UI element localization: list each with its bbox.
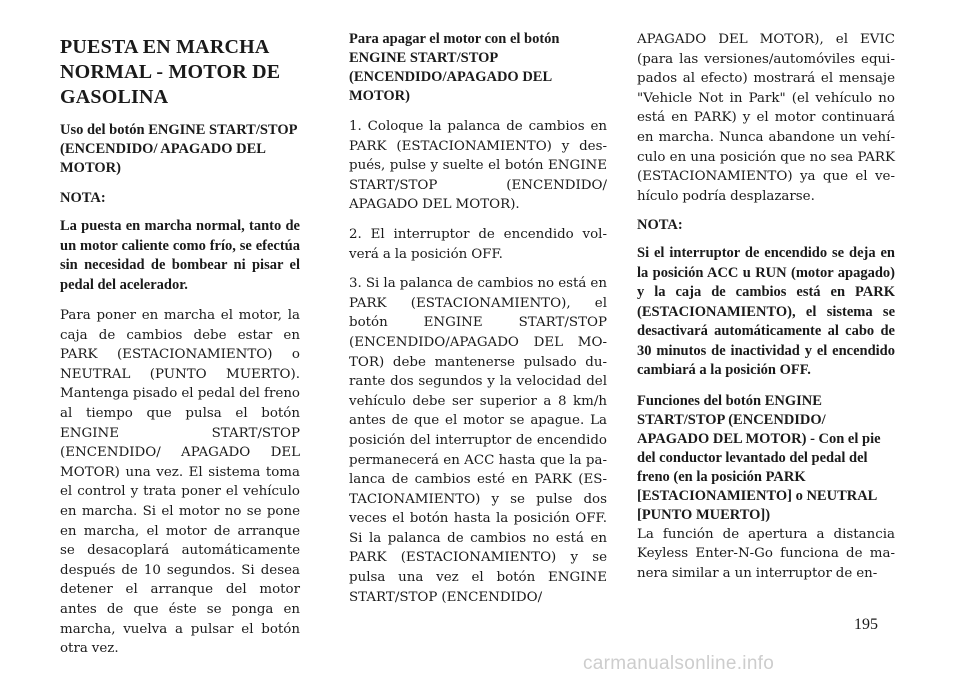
section-title: PUESTA EN MARCHA NORMAL - MOTOR DE GASOLINA — [60, 36, 281, 108]
note-label: NOTA: — [60, 190, 106, 206]
subheading-stop-engine: Para apagar el motor con el botón ENGINE START/STOP (ENCENDIDO/APAGADO DEL MOTOR) — [349, 31, 560, 104]
column-middle — [349, 30, 607, 617]
keyless-paragraph: La función de apertura a distancia Keyless Enter-N-Go funciona de manera similar a un interruptor de en- — [637, 526, 895, 582]
column-right — [637, 30, 895, 594]
subheading-button-functions: Funciones del botón ENGINE START/STOP (ENCENDIDO/ APAGADO DEL MOTOR) - Con el pie del conductor levantado del pedal del freno (en la posición PARK [ESTACIONAMIENTO] o NEUTRAL [PUNTO MUERTO]) — [637, 392, 881, 523]
continuation-paragraph: APAGADO DEL MOTOR), el EVIC (para las versiones/automóviles equipados al efecto) mostrará el mensaje "Vehicle Not in Park" (el vehículo no está en PARK) y el motor continuará en marcha. Nunca abandone un vehículo en una posición que no sea PARK (ESTACIONAMIENTO) ya que el vehículo podría desplazarse. — [637, 32, 895, 204]
note-text: La puesta en marcha normal, tanto de un motor caliente como frío, se efectúa sin necesidad de bombear ni pisar el pedal del acelerador. — [60, 218, 300, 293]
subheading-start-button: Uso del botón ENGINE START/STOP (ENCENDIDO/ APAGADO DEL MOTOR) — [60, 122, 297, 176]
watermark: carmanualsonline.info — [583, 653, 775, 674]
page-number: 195 — [854, 616, 878, 633]
note-label: NOTA: — [637, 217, 683, 234]
note-text: Si el interruptor de encendido se deja en la posición ACC u RUN (motor apagado) y la caja de cambios está en PARK (ESTACIONAMIENTO), el sistema se desactivará automáticamente al cabo de 30 minutos de inactividad y el encendido cambiará a la posición OFF. — [637, 245, 895, 379]
start-procedure-paragraph: Para poner en marcha el motor, la caja de cambios debe estar en PARK (ESTACIONAMIENTO) o NEUTRAL (PUNTO MUERTO). Mantenga pisado el pedal del freno al tiempo que pulsa el botón ENGINE START/STOP (ENCENDIDO/ APAGADO DEL MOTOR) una vez. El sistema toma el control y trata poner el vehículo en marcha. Si el motor no se pone en marcha, el motor de arranque se desacoplará automáticamente después de 10 segundos. Si desea detener el arranque del motor antes de que éste se ponga en marcha, vuelva a pulsar el botón otra vez. — [60, 308, 300, 657]
column-left — [60, 30, 300, 669]
step-3: 3. Si la palanca de cambios no está en PARK (ESTACIONAMIENTO), el botón ENGINE START/STOP (ENCENDIDO/APAGADO DEL MOTOR) debe mantenerse pulsado durante dos segundos y la velocidad del vehículo debe ser superior a 8 km/h antes de que el motor se apague. La posición del interruptor de encendido permanecerá en ACC hasta que la palanca de cambios esté en PARK (ESTACIONAMIENTO) y se pulse dos veces el botón hasta la posición OFF. Si la palanca de cambios no está en PARK (ESTACIONAMIENTO) y se pulsa una vez el botón ENGINE START/STOP (ENCENDIDO/ — [349, 276, 607, 605]
step-2: 2. El interruptor de encendido volverá a la posición OFF. — [349, 226, 607, 262]
step-1: 1. Coloque la palanca de cambios en PARK (ESTACIONAMIENTO) y después, pulse y suelte el botón ENGINE START/STOP (ENCENDIDO/ APAGADO DEL MOTOR). — [349, 119, 607, 213]
